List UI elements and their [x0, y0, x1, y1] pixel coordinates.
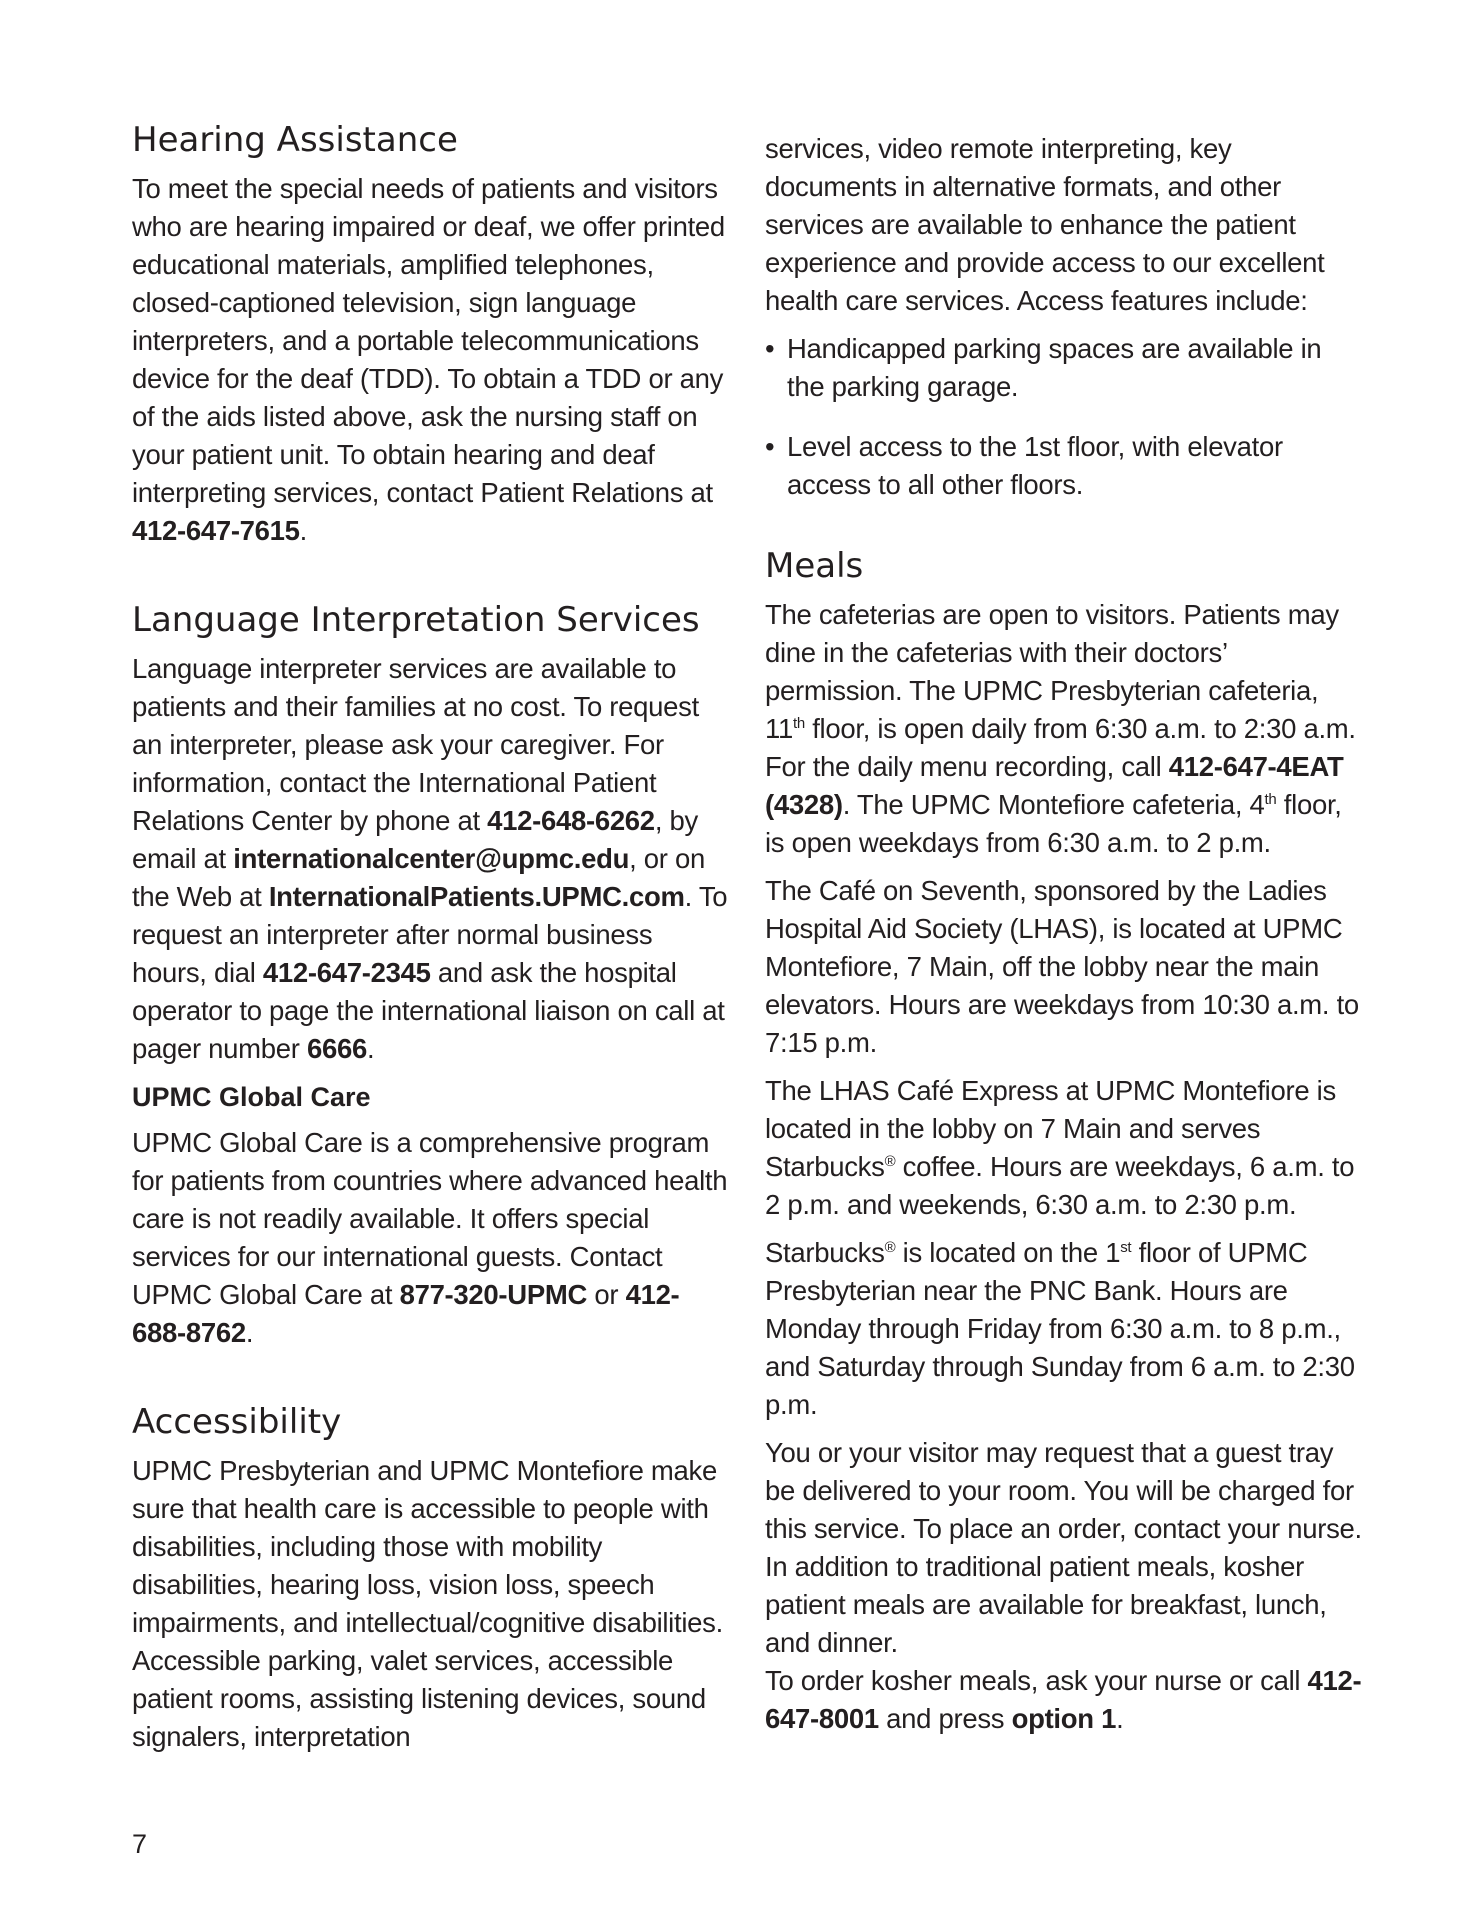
list-item-text: Handicapped parking spaces are available in the parking garage.: [787, 333, 1322, 402]
patient-relations-phone: 412-647-7615: [132, 515, 300, 546]
accessibility-continued-section: [765, 130, 1365, 504]
meals-text-a: The cafeterias are open to visitors. Patients may dine in the cafeterias with their doctors’ permission. The UPMC Presbyterian cafeteria, 11: [765, 599, 1339, 744]
international-patients-website: InternationalPatients.UPMC.com: [268, 881, 685, 912]
starbucks-text-c: floor of UPMC Presbyterian near the PNC Bank. Hours are Monday through Friday from 6:30 a.m. to 8 p.m., and Saturday through Sunday from 6 a.m. to 2:30 p.m.: [765, 1237, 1355, 1420]
cafe-express-text-a: The LHAS Café Express at UPMC Montefiore is located in the lobby on 7 Main and serves Starbucks: [765, 1075, 1336, 1182]
language-interpretation-section: [132, 598, 732, 1352]
kosher-phone: 412-647-8001: [765, 1665, 1362, 1734]
global-care-paragraph: [132, 1124, 732, 1352]
international-center-email: internationalcenter@upmc.edu: [233, 843, 630, 874]
hearing-assistance-paragraph: [132, 170, 732, 550]
list-item: [765, 428, 1365, 504]
cafe-express-text-b: coffee. Hours are weekdays, 6 a.m. to 2 p.m. and weekends, 6:30 a.m. to 2:30 p.m.: [765, 1151, 1355, 1220]
language-text-c: , or on the Web at: [132, 843, 705, 912]
hearing-text-end: .: [299, 515, 308, 546]
accessibility-continued-paragraph: services, video remote interpreting, key documents in alternative formats, and other services are available to enhance the patient experience and provide access to our excellent health care services. Access features include:: [765, 133, 1325, 316]
list-item-text: Level access to the 1st floor, with elevator access to all other floors.: [787, 431, 1283, 500]
bullet-icon: •: [765, 431, 775, 462]
superscript: st: [1120, 1239, 1132, 1256]
kosher-text-a: To order kosher meals, ask your nurse or call: [765, 1665, 1308, 1696]
accessibility-paragraph: UPMC Presbyterian and UPMC Montefiore make sure that health care is accessible to people with disabilities, including those with mobility disabilities, hearing loss, vision loss, speech impairments, and intellectual/cognitive disabilities. Accessible parking, valet services, accessible patient rooms, assisting listening devices, sound signalers, interpretation: [132, 1455, 723, 1752]
access-features-list: [765, 330, 1365, 504]
language-interpretation-paragraph: [132, 650, 732, 1068]
global-care-text-c: .: [245, 1317, 254, 1348]
list-item: [765, 330, 1365, 406]
accessibility-heading: Accessibility: [132, 1402, 342, 1442]
accessibility-section: [132, 1400, 732, 1756]
meals-heading: Meals: [765, 546, 864, 586]
language-text-a: Language interpreter services are available to patients and their families at no cost. To request an interpreter, please ask your caregiver. For information, contact the International Patient Relations Center by phone at: [132, 653, 699, 836]
registered-mark: ®: [884, 1239, 896, 1256]
meals-text-b: floor, is open daily from 6:30 a.m. to 2:30 a.m. For the daily menu recording, call: [765, 713, 1356, 782]
after-hours-phone: 412-647-2345: [262, 957, 431, 988]
cafe-express-paragraph: [765, 1072, 1365, 1224]
global-care-text-b: or: [587, 1279, 626, 1310]
hearing-text: To meet the special needs of patients and visitors who are hearing impaired or deaf, we offer printed educational materials, amplified telephones, closed-captioned television, sign language interpreters, and a portable telecommunications device for the deaf (TDD). To obtain a TDD or any of the aids listed above, ask the nursing staff on your patient unit. To obtain hearing and deaf interpreting services, contact Patient Relations at: [132, 173, 725, 508]
language-text-e: and ask the hospital operator to page the international liaison on call at pager number: [132, 957, 725, 1064]
meals-section: [765, 544, 1365, 1738]
bullet-icon: •: [765, 333, 775, 364]
hearing-assistance-heading: Hearing Assistance: [132, 120, 458, 160]
language-interpretation-heading: Language Interpretation Services: [132, 600, 700, 640]
menu-recording-phone: 412-647-4EAT (4328): [765, 751, 1344, 820]
global-care-phone-2: 412-688-8762: [132, 1279, 680, 1348]
right-column: [765, 130, 1365, 1748]
superscript: th: [1264, 791, 1277, 808]
meals-text-d: floor, is open weekdays from 6:30 a.m. to 2 p.m.: [765, 789, 1342, 858]
kosher-meals-paragraph: [765, 1662, 1365, 1738]
kosher-text-c: .: [1116, 1703, 1124, 1734]
language-text-b: , by email at: [132, 805, 698, 874]
language-text-d: . To request an interpreter after normal business hours, dial: [132, 881, 728, 988]
superscript: th: [792, 715, 805, 732]
kosher-text-b: and press: [878, 1703, 1012, 1734]
starbucks-paragraph: [765, 1234, 1365, 1424]
cafe-on-seventh-paragraph: The Café on Seventh, sponsored by the Ladies Hospital Aid Society (LHAS), is located at UPMC Montefiore, 7 Main, off the lobby near the main elevators. Hours are weekdays from 10:30 a.m. to 7:15 p.m.: [765, 875, 1359, 1058]
page-number: 7: [132, 1829, 148, 1859]
kosher-option: option 1: [1011, 1703, 1117, 1734]
language-text-f: .: [366, 1033, 375, 1064]
starbucks-text-a: Starbucks: [765, 1237, 885, 1268]
pager-number: 6666: [306, 1033, 367, 1064]
meals-text-c: . The UPMC Montefiore cafeteria, 4: [842, 789, 1265, 820]
registered-mark: ®: [884, 1153, 896, 1170]
guest-tray-paragraph: You or your visitor may request that a guest tray be delivered to your room. You will be charged for this service. To place an order, contact your nurse. In addition to traditional patient meals, kosher patient meals are available for breakfast, lunch, and dinner.: [765, 1437, 1362, 1658]
international-center-phone: 412-648-6262: [487, 805, 655, 836]
global-care-phone-1: 877-320-UPMC: [399, 1279, 588, 1310]
cafeterias-paragraph: [765, 596, 1365, 862]
starbucks-text-b: is located on the 1: [895, 1237, 1121, 1268]
global-care-text-a: UPMC Global Care is a comprehensive program for patients from countries where advanced health care is not readily available. It offers special services for our international guests. Contact UPMC Global Care at: [132, 1127, 728, 1310]
global-care-subheading: UPMC Global Care: [132, 1082, 371, 1112]
hearing-assistance-section: [132, 118, 732, 550]
left-column: [132, 118, 732, 1756]
